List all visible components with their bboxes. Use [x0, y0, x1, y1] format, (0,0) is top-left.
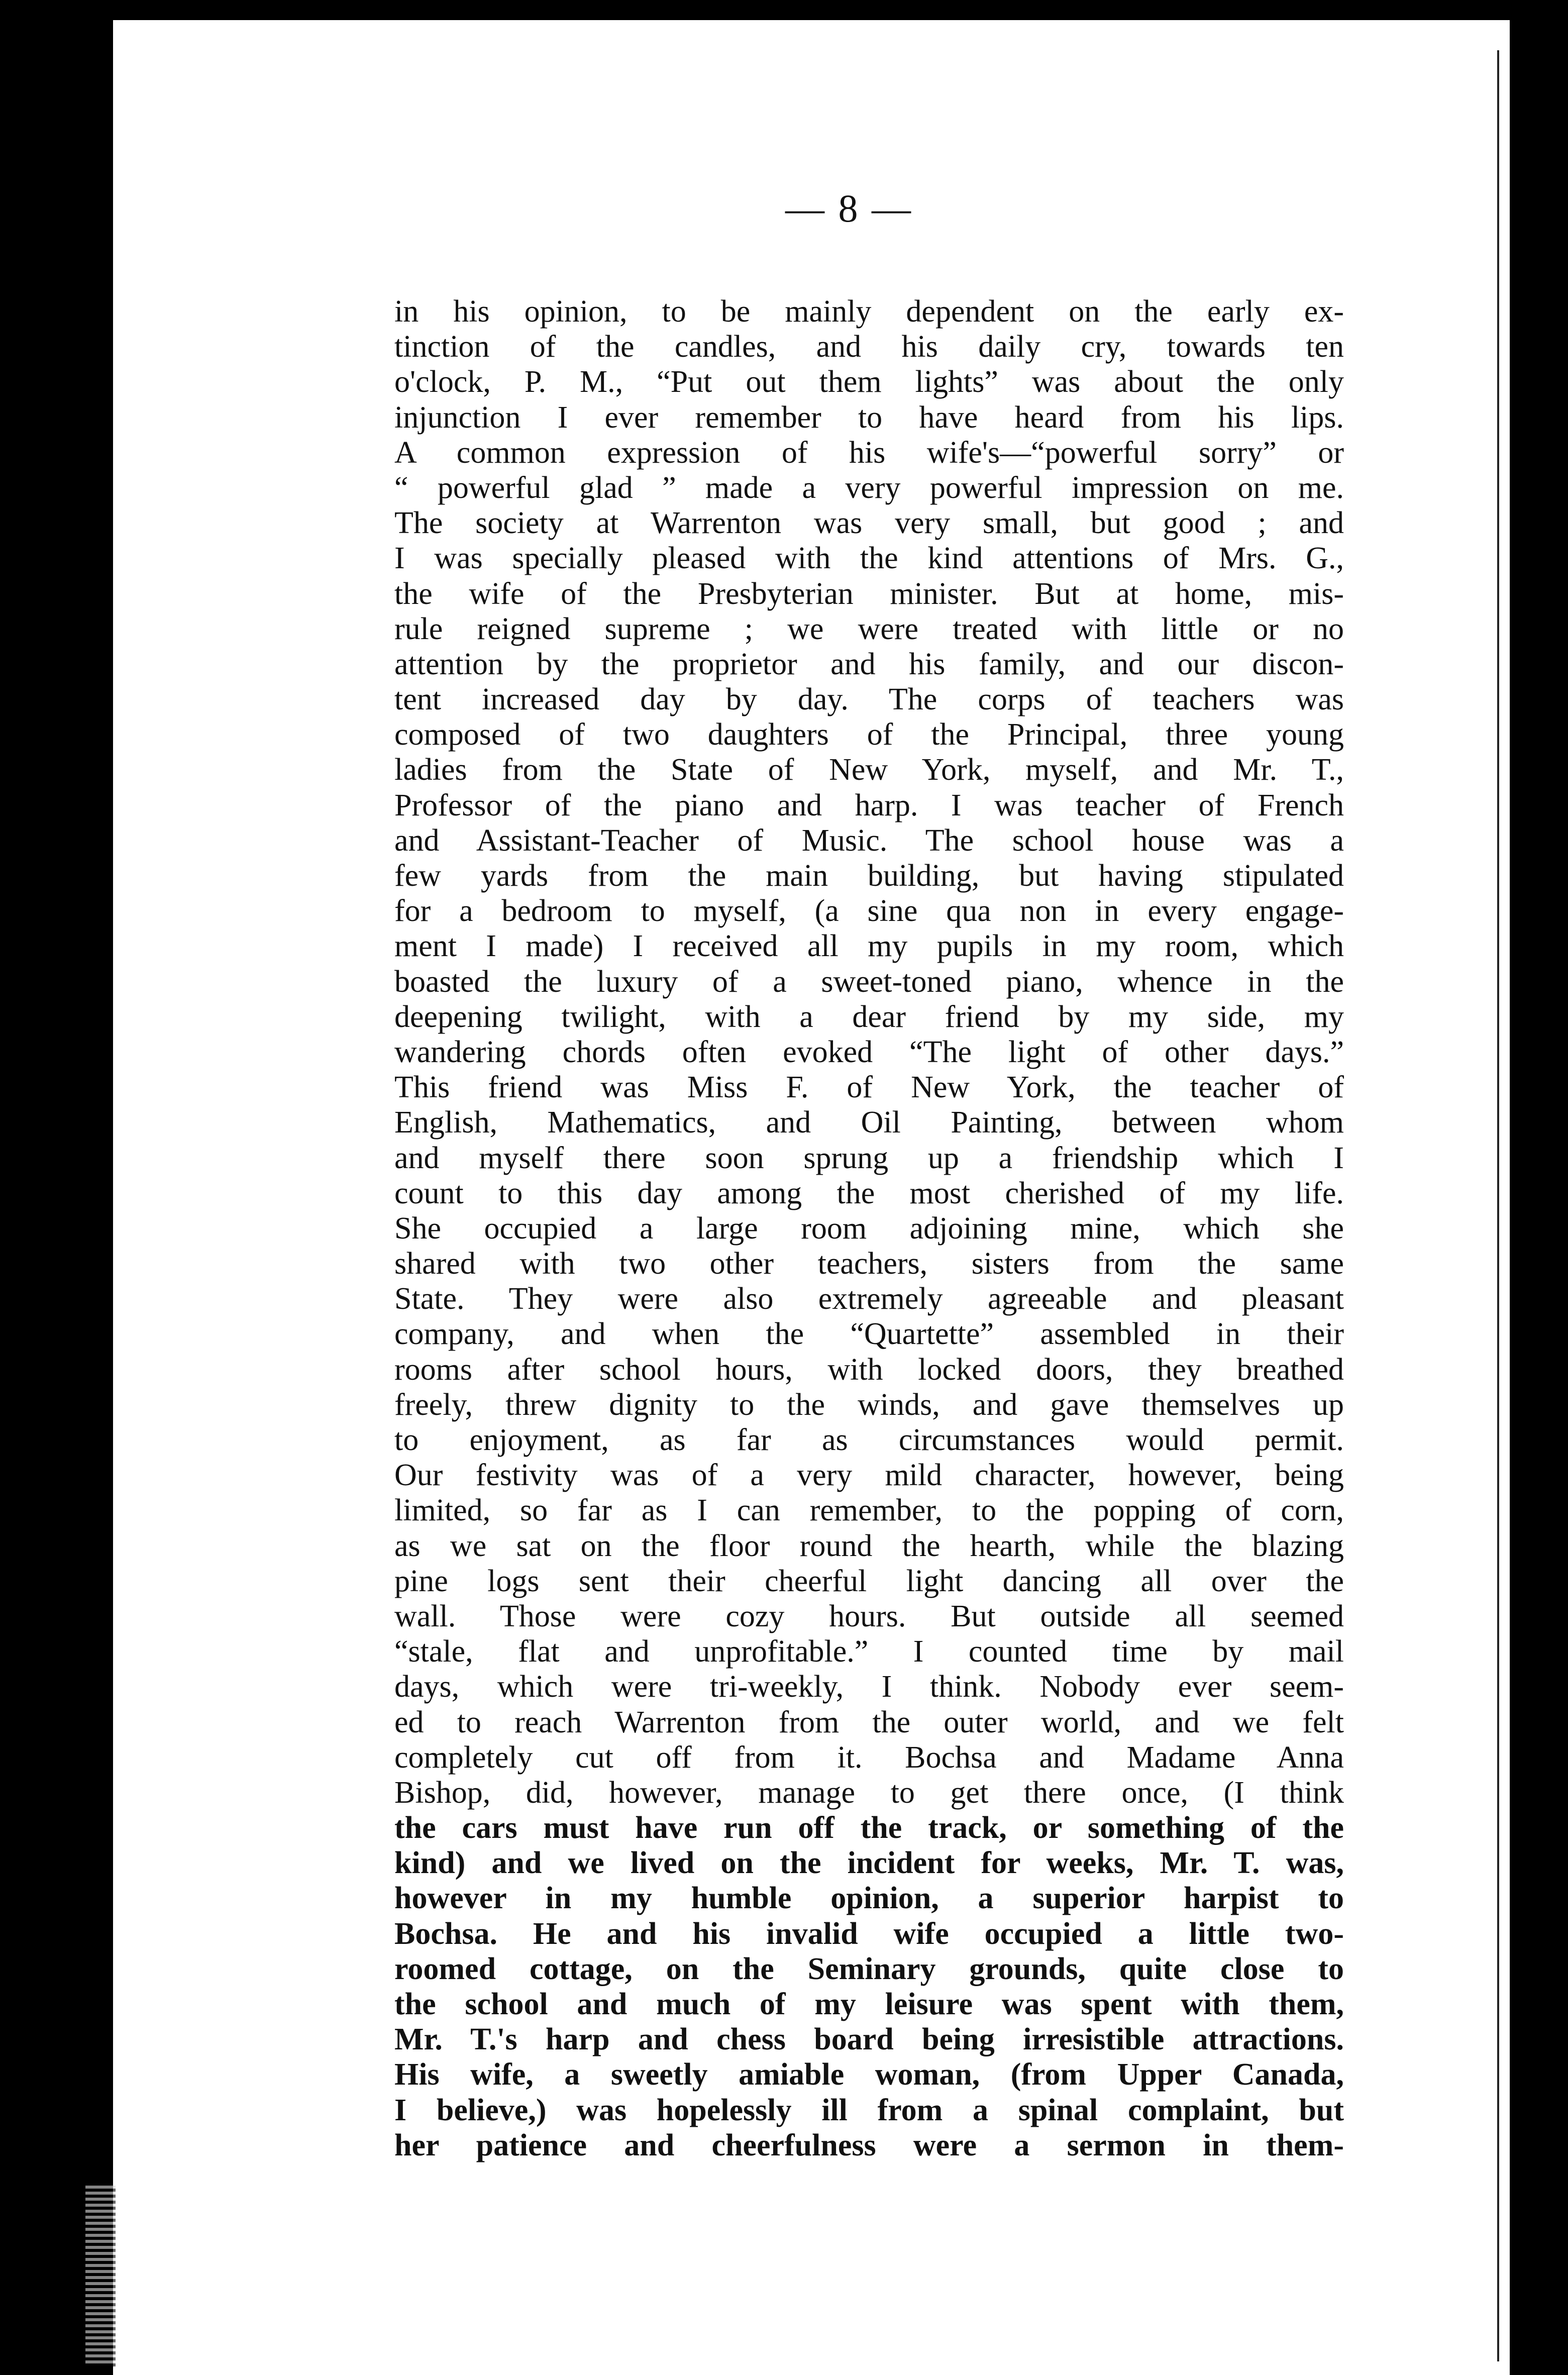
- scan-border-right: [1510, 0, 1568, 2375]
- text-line: ladies from the State of New York, myself, and Mr. T.,: [394, 753, 1344, 787]
- text-line: ment I made) I received all my pupils in my room, which: [394, 929, 1344, 964]
- text-line: Professor of the piano and harp. I was teacher of French: [394, 788, 1344, 822]
- text-line: limited, so far as I can remember, to the popping of corn,: [394, 1493, 1344, 1528]
- text-line: deepening twilight, with a dear friend by my side, my: [394, 999, 1344, 1034]
- text-line: o'clock, P. M., “Put out them lights” was about the only: [394, 365, 1344, 399]
- text-line: and myself there soon sprung up a friendship which I: [394, 1141, 1344, 1175]
- text-line: freely, threw dignity to the winds, and gave themselves up: [394, 1387, 1344, 1422]
- text-line: Mr. T.'s harp and chess board being irresistible attractions.: [394, 2022, 1344, 2057]
- text-line: and Assistant-Teacher of Music. The school house was a: [394, 823, 1344, 858]
- text-line: English, Mathematics, and Oil Painting, between whom: [394, 1105, 1344, 1140]
- text-line: I believe,) was hopelessly ill from a spinal complaint, but: [394, 2093, 1344, 2127]
- text-line: State. They were also extremely agreeable and pleasant: [394, 1282, 1344, 1316]
- scan-noise: [85, 2186, 116, 2366]
- text-line: injunction I ever remember to have heard from his lips.: [394, 400, 1344, 435]
- text-line: His wife, a sweetly amiable woman, (from Upper Canada,: [394, 2057, 1344, 2092]
- page-edge-line: [1497, 50, 1499, 2361]
- text-line: composed of two daughters of the Principal, three young: [394, 717, 1344, 752]
- text-line: Bishop, did, however, manage to get there once, (I think: [394, 1775, 1344, 1810]
- scan-border-left: [0, 0, 113, 2375]
- text-line: rule reigned supreme ; we were treated with little or no: [394, 611, 1344, 646]
- text-line: the school and much of my leisure was spent with them,: [394, 1987, 1344, 2021]
- text-line: I was specially pleased with the kind attentions of Mrs. G.,: [394, 541, 1344, 576]
- text-line: few yards from the main building, but having stipulated: [394, 859, 1344, 893]
- text-line: ed to reach Warrenton from the outer world, and we felt: [394, 1705, 1344, 1739]
- text-line: the wife of the Presbyterian minister. But at home, mis-: [394, 576, 1344, 611]
- text-line: Our festivity was of a very mild character, however, being: [394, 1458, 1344, 1493]
- text-line: her patience and cheerfulness were a sermon in them-: [394, 2128, 1344, 2162]
- text-line: wandering chords often evoked “The light of other days.”: [394, 1035, 1344, 1069]
- text-line: pine logs sent their cheerful light dancing all over the: [394, 1564, 1344, 1598]
- text-line: to enjoyment, as far as circumstances would permit.: [394, 1423, 1344, 1457]
- text-line: Bochsa. He and his invalid wife occupied a little two-: [394, 1916, 1344, 1951]
- text-line: shared with two other teachers, sisters from the same: [394, 1247, 1344, 1281]
- text-line: “ powerful glad ” made a very powerful impression on me.: [394, 470, 1344, 505]
- text-line: in his opinion, to be mainly dependent on the early ex-: [394, 294, 1344, 329]
- text-line: company, and when the “Quartette” assembled in their: [394, 1317, 1344, 1352]
- body-text: [394, 294, 1344, 2163]
- text-line: boasted the luxury of a sweet-toned piano, whence in the: [394, 964, 1344, 999]
- text-line: wall. Those were cozy hours. But outside all seemed: [394, 1599, 1344, 1633]
- text-line: tinction of the candles, and his daily cry, towards ten: [394, 330, 1344, 364]
- text-line: count to this day among the most cherished of my life.: [394, 1176, 1344, 1210]
- text-line: the cars must have run off the track, or something of the: [394, 1811, 1344, 1845]
- page-number: — 8 —: [785, 186, 913, 230]
- text-line: kind) and we lived on the incident for weeks, Mr. T. was,: [394, 1846, 1344, 1881]
- text-line: roomed cottage, on the Seminary grounds, quite close to: [394, 1951, 1344, 1986]
- text-line: The society at Warrenton was very small, but good ; and: [394, 506, 1344, 541]
- text-line: tent increased day by day. The corps of teachers was: [394, 682, 1344, 717]
- text-line: “stale, flat and unprofitable.” I counted time by mail: [394, 1634, 1344, 1669]
- text-line: however in my humble opinion, a superior harpist to: [394, 1881, 1344, 1916]
- text-line: for a bedroom to myself, (a sine qua non in every engage-: [394, 894, 1344, 928]
- text-line: completely cut off from it. Bochsa and Madame Anna: [394, 1740, 1344, 1775]
- text-line: rooms after school hours, with locked doors, they breathed: [394, 1352, 1344, 1387]
- text-line: as we sat on the floor round the hearth, while the blazing: [394, 1528, 1344, 1563]
- text-line: She occupied a large room adjoining mine, which she: [394, 1211, 1344, 1246]
- text-line: days, which were tri-weekly, I think. Nobody ever seem-: [394, 1670, 1344, 1704]
- text-line: A common expression of his wife's—“powerful sorry” or: [394, 435, 1344, 470]
- text-line: This friend was Miss F. of New York, the teacher of: [394, 1070, 1344, 1105]
- text-line: attention by the proprietor and his family, and our discon-: [394, 647, 1344, 681]
